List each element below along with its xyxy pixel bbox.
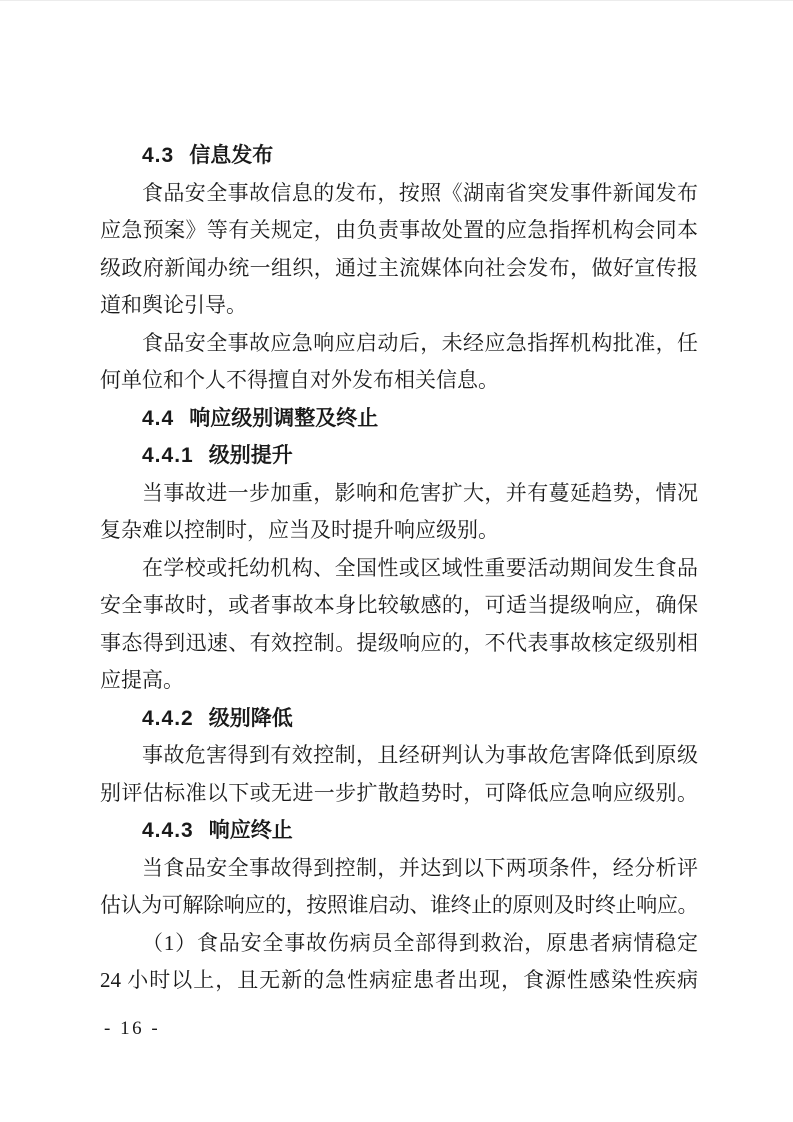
paragraph-line: 安全事故时，或者事故本身比较敏感的，可适当提级响应，确保 [100, 593, 698, 617]
heading-title: 级别降低 [208, 705, 293, 730]
section-heading [100, 437, 698, 475]
heading-title: 响应终止 [208, 818, 293, 842]
heading-number: 4.3 [142, 144, 175, 167]
document-body [100, 137, 698, 1000]
paragraph-line: 道和舆论引导。 [100, 293, 247, 317]
paragraph-line: 24 小时以上，且无新的急性病症患者出现，食源性感染性疾病 [100, 968, 698, 992]
paragraph-line: 在学校或托幼机构、全国性或区域性重要活动期间发生食品 [142, 555, 698, 580]
paragraph-line: 级政府新闻办统一组织，通过主流媒体向社会发布，做好宣传报 [100, 255, 698, 280]
paragraph-line: 复杂难以控制时，应当及时提升响应级别。 [100, 518, 499, 542]
heading-title: 响应级别调整及终止 [189, 405, 379, 430]
heading-number: 4.4 [142, 406, 175, 430]
paragraph-line: 当事故进一步加重，影响和危害扩大，并有蔓延趋势，情况 [142, 480, 698, 505]
paragraph-line: 当食品安全事故得到控制，并达到以下两项条件，经分析评 [142, 855, 698, 880]
paragraph-line: 事故危害得到有效控制，且经研判认为事故危害降低到原级 [142, 743, 698, 767]
paragraph-line: 何单位和个人不得擅自对外发布相关信息。 [100, 368, 499, 392]
paragraph-line: 事态得到迅速、有效控制。提级响应的，不代表事故核定级别相 [100, 630, 698, 655]
section-heading [100, 700, 698, 738]
section-heading [100, 400, 698, 438]
section-heading [100, 812, 698, 850]
heading-number: 4.4.3 [142, 819, 194, 842]
paragraph-line: 估认为可解除响应的，按照谁启动、谁终止的原则及时终止响应。 [100, 893, 698, 917]
page-top-edge [0, 0, 793, 1]
heading-title: 级别提升 [208, 443, 293, 467]
heading-title: 信息发布 [189, 143, 274, 167]
heading-number: 4.4.1 [142, 444, 194, 467]
paragraph-line: 应提高。 [100, 668, 184, 692]
paragraph-line: 食品安全事故应急响应启动后，未经应急指挥机构批准，任 [142, 330, 698, 355]
paragraph-line: （1）食品安全事故伤病员全部得到救治，原患者病情稳定 [142, 930, 698, 955]
paragraph-line: 别评估标准以下或无进一步扩散趋势时，可降低应急响应级别。 [100, 780, 698, 805]
heading-number: 4.4.2 [142, 706, 194, 730]
paragraph-line: 应急预案》等有关规定，由负责事故处置的应急指挥机构会同本 [100, 218, 698, 242]
section-heading [100, 137, 698, 175]
page-number: - 16 - [104, 1018, 161, 1039]
paragraph-line: 食品安全事故信息的发布，按照《湖南省突发事件新闻发布 [142, 180, 698, 205]
